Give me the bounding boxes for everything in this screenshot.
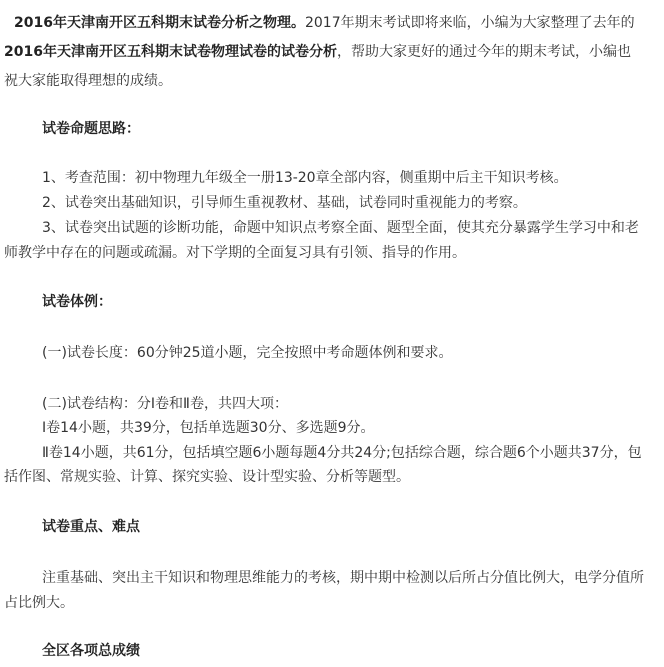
section-heading-scores: 全区各项总成绩 (42, 643, 140, 659)
focus-line-2: 占比例大。 (4, 595, 74, 611)
section-heading-thinking: 试卷命题思路： (42, 121, 140, 137)
section-heading-focus: 试卷重点、难点 (42, 519, 140, 535)
format-length: (一)试卷长度：60分钟25道小题，完全按照中考命题体例和要求。 (42, 345, 453, 361)
intro-bold-phrase: 2016年天津南开区五科期末试卷物理试卷的试卷分析 (4, 44, 337, 60)
intro-title: 2016年天津南开区五科期末试卷分析之物理。 (14, 15, 305, 31)
thinking-item-3-line-1: 3、试卷突出试题的诊断功能，命题中知识点考察全面、题型全面，使其充分暴露学生学习中和老 (42, 220, 639, 236)
focus-line-1: 注重基础、突出主干知识和物理思维能力的考核，期中期中检测以后所占分值比例大，电学分值所 (42, 570, 644, 586)
format-part-2-line-1: Ⅱ卷14小题，共61分，包括填空题6小题每题4分共24分;包括综合题，综合题6个小题共37分，包 (42, 445, 642, 461)
intro-line-1 (14, 12, 635, 34)
thinking-item-1: 1、考查范围：初中物理九年级全一册13-20章全部内容，侧重期中后主干知识考核。 (42, 170, 568, 186)
intro-line-3: 祝大家能取得理想的成绩。 (4, 73, 172, 89)
intro-text: 2017年期末考试即将来临，小编为大家整理了去年的 (304, 15, 635, 31)
intro-text-2: ，帮助大家更好的通过今年的期末考试，小编也 (336, 44, 631, 60)
format-structure: (二)试卷结构：分Ⅰ卷和Ⅱ卷，共四大项： (42, 396, 288, 412)
thinking-item-2: 2、试卷突出基础知识，引导师生重视教材、基础，试卷同时重视能力的考察。 (42, 195, 527, 211)
format-part-2-line-2: 括作图、常规实验、计算、探究实验、设计型实验、分析等题型。 (4, 469, 410, 485)
format-part-1: Ⅰ卷14小题，共39分，包括单选题30分、多选题9分。 (42, 420, 375, 436)
section-heading-format: 试卷体例： (42, 294, 112, 310)
thinking-item-3-line-2: 师教学中存在的问题或疏漏。对下学期的全面复习具有引领、指导的作用。 (4, 245, 466, 261)
intro-line-2 (4, 41, 631, 63)
